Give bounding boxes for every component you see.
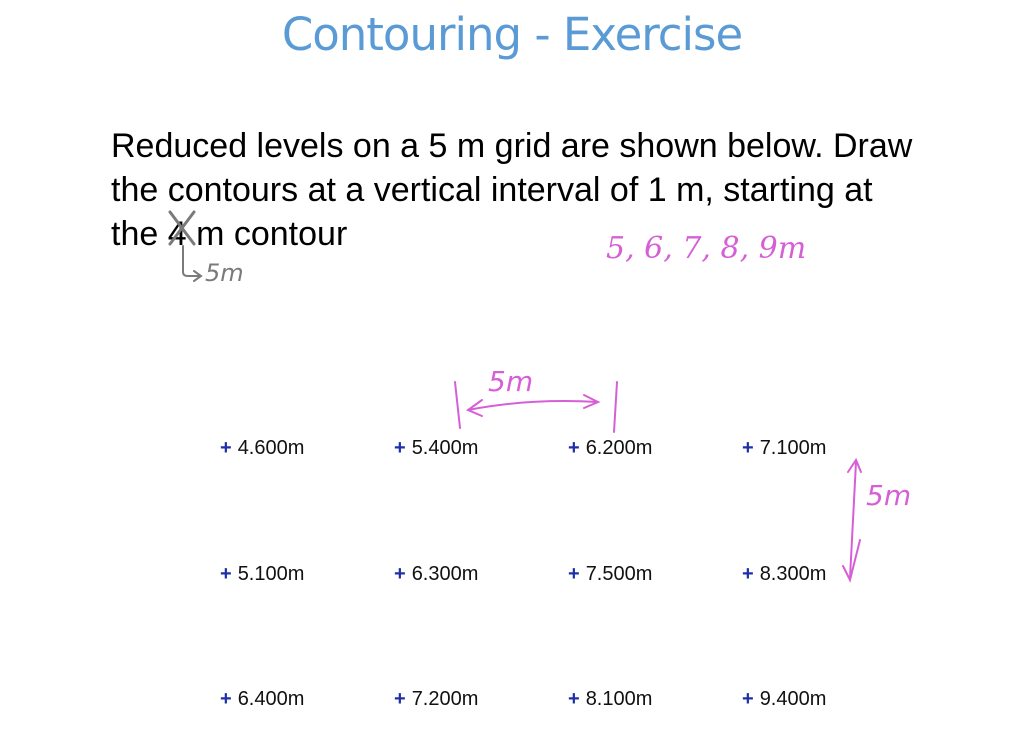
plus-marker: +	[568, 563, 580, 585]
level-value: 7.100m	[759, 437, 827, 459]
plus-marker: +	[568, 688, 580, 710]
exercise-line-1: Reduced levels on a 5 m grid are shown below. Draw	[111, 127, 913, 165]
level-r3c1	[220, 688, 304, 711]
exercise-line-3-end: m contour	[186, 215, 348, 253]
level-r1c3	[568, 437, 652, 460]
plus-marker: +	[220, 437, 232, 459]
plus-marker: +	[742, 437, 754, 459]
contour-list-note: 5, 6, 7, 8, 9m	[606, 231, 807, 266]
level-r2c3	[568, 563, 652, 586]
horizontal-spacing-arrow	[455, 382, 617, 432]
level-r1c4	[742, 437, 826, 460]
plus-marker: +	[220, 688, 232, 710]
level-value: 8.100m	[585, 688, 653, 710]
horizontal-spacing-label: 5m	[488, 365, 534, 398]
level-value: 9.400m	[759, 688, 827, 710]
level-value: 5.400m	[411, 437, 479, 459]
level-value: 7.500m	[585, 563, 653, 585]
page-title: Contouring - Exercise	[281, 8, 743, 61]
level-value: 6.400m	[237, 688, 305, 710]
level-r1c2	[394, 437, 478, 460]
plus-marker: +	[568, 437, 580, 459]
exercise-text	[111, 124, 991, 256]
plus-marker: +	[742, 688, 754, 710]
plus-marker: +	[394, 688, 406, 710]
level-r1c1	[220, 437, 304, 460]
level-r2c2	[394, 563, 478, 586]
exercise-line-2: the contours at a vertical interval of 1 m, starting at	[111, 171, 873, 209]
level-value: 4.600m	[237, 437, 305, 459]
level-r3c3	[568, 688, 652, 711]
struck-contour-number: 4	[167, 215, 187, 253]
plus-marker: +	[394, 437, 406, 459]
level-value: 8.300m	[759, 563, 827, 585]
level-r3c4	[742, 688, 826, 711]
plus-marker: +	[220, 563, 232, 585]
level-r2c4	[742, 563, 826, 586]
plus-marker: +	[742, 563, 754, 585]
exercise-line-3-start: the	[111, 215, 168, 253]
level-r3c2	[394, 688, 478, 711]
level-value: 6.200m	[585, 437, 653, 459]
level-value: 7.200m	[411, 688, 479, 710]
exercise-line-3	[111, 212, 991, 256]
vertical-spacing-label: 5m	[866, 479, 912, 512]
level-value: 5.100m	[237, 563, 305, 585]
level-value: 6.300m	[411, 563, 479, 585]
level-r2c1	[220, 563, 304, 586]
vertical-spacing-arrow	[843, 460, 861, 580]
plus-marker: +	[394, 563, 406, 585]
correction-label: 5m	[205, 259, 244, 287]
